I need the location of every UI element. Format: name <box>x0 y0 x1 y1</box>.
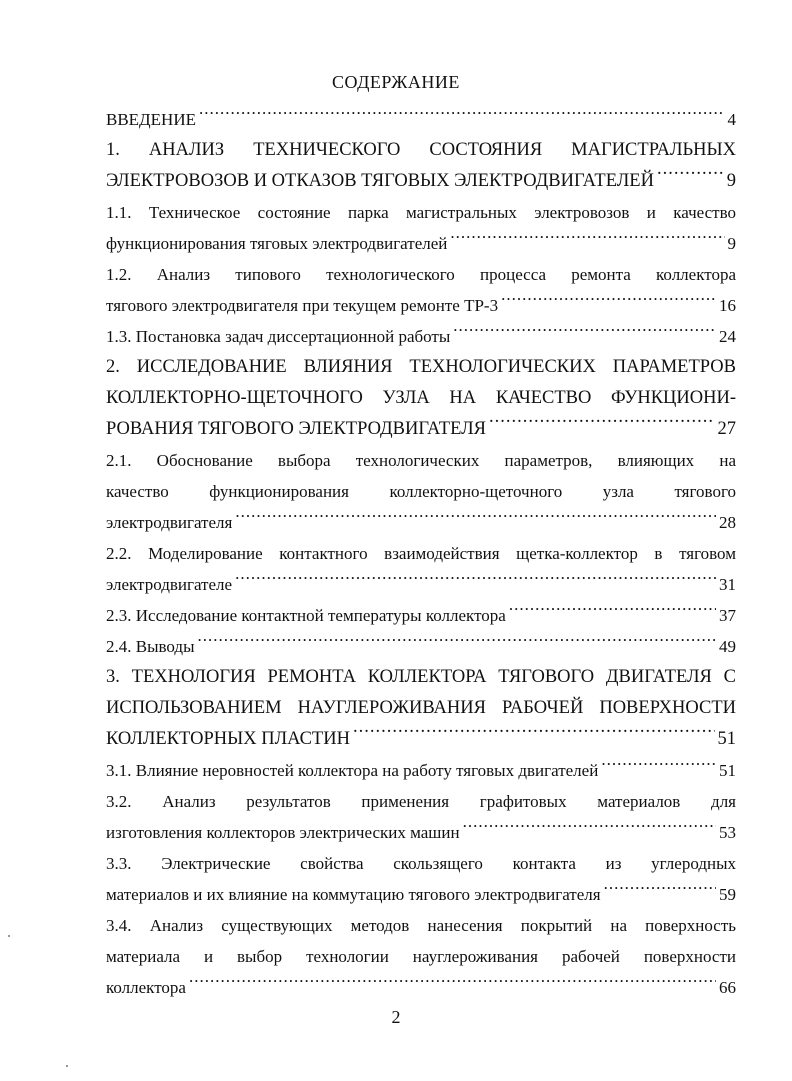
toc-entry-final-line <box>106 228 736 259</box>
toc-entry-title: изготовления коллекторов электрических машин <box>106 823 460 842</box>
toc-entry-final-line <box>106 755 736 786</box>
toc-page-number: 24 <box>719 327 736 346</box>
toc-entry-line: 1.2. Анализ типового технологического процесса ремонта коллектора <box>106 265 736 284</box>
toc-entry-title: электродвигателе <box>106 575 233 594</box>
toc-entry-line: 2.1. Обоснование выбора технологических параметров, влияющих на <box>106 451 736 470</box>
toc-entry-title: 3.1. Влияние неровностей коллектора на работу тяговых двигателей <box>106 761 599 780</box>
toc-entry-title: 2.4. Выводы <box>106 637 195 656</box>
toc-entry-final-line <box>106 724 736 755</box>
toc-entry-final-line <box>106 414 736 445</box>
dot-leader <box>657 168 724 187</box>
toc-page-number: 51 <box>719 761 736 780</box>
toc-entry-title: функционирования тяговых электродвигателей <box>106 234 448 253</box>
toc-page-number: 59 <box>719 885 736 904</box>
dot-leader <box>198 635 716 652</box>
toc-entry-title: материалов и их влияние на коммутацию тягового электродвигателя <box>106 885 601 904</box>
toc-entry-line: 3.2. Анализ результатов применения графитовых материалов для <box>106 792 736 811</box>
toc-entry[interactable] <box>106 197 736 259</box>
dot-leader <box>509 604 716 621</box>
toc-entry[interactable] <box>106 755 736 786</box>
toc-page-number: 31 <box>719 575 736 594</box>
toc-entry-final-line <box>106 817 736 848</box>
dot-leader <box>199 108 725 125</box>
scan-speck <box>8 935 10 937</box>
toc-entry-line: материала и выбор технологии науглероживания рабочей поверхности <box>106 947 736 966</box>
dot-leader <box>450 232 724 249</box>
toc-entry[interactable] <box>106 321 736 352</box>
toc-entry-line: 2. ИССЛЕДОВАНИЕ ВЛИЯНИЯ ТЕХНОЛОГИЧЕСКИХ ПАРАМЕТРОВ <box>106 357 736 377</box>
toc-entry-final-line <box>106 600 736 631</box>
toc-entry-final-line <box>106 290 736 321</box>
toc-entry-title: ЭЛЕКТРОВОЗОВ И ОТКАЗОВ ТЯГОВЫХ ЭЛЕКТРОДВИГАТЕЛЕЙ <box>106 171 654 191</box>
toc-entry-final-line <box>106 321 736 352</box>
dot-leader <box>463 821 716 838</box>
toc-entry-line: 3. ТЕХНОЛОГИЯ РЕМОНТА КОЛЛЕКТОРА ТЯГОВОГО ДВИГАТЕЛЯ С <box>106 667 736 687</box>
toc-entry[interactable] <box>106 631 736 662</box>
dot-leader <box>353 726 715 745</box>
toc-entry-title: тягового электродвигателя при текущем ремонте ТР-3 <box>106 296 499 315</box>
toc-page-number: 16 <box>719 296 736 315</box>
toc-page-number: 4 <box>727 110 736 129</box>
dot-leader <box>189 976 716 993</box>
scan-speck <box>66 1065 68 1067</box>
dot-leader <box>601 759 716 776</box>
toc-page-number: 49 <box>719 637 736 656</box>
toc-page-number: 9 <box>727 234 736 253</box>
toc-entry-line: 3.4. Анализ существующих методов нанесения покрытий на поверхность <box>106 916 736 935</box>
toc-entry-final-line <box>106 879 736 910</box>
toc-page-number: 51 <box>717 729 736 749</box>
toc-entry[interactable] <box>106 259 736 321</box>
toc-entry-line: 1.1. Техническое состояние парка магистральных электровозов и качество <box>106 203 736 222</box>
toc-page-number: 28 <box>719 513 736 532</box>
table-of-contents <box>106 104 736 1003</box>
toc-entry-title: РОВАНИЯ ТЯГОВОГО ЭЛЕКТРОДВИГАТЕЛЯ <box>106 419 487 439</box>
toc-entry-title: 1.3. Постановка задач диссертационной работы <box>106 327 451 346</box>
toc-entry-line: 2.2. Моделирование контактного взаимодействия щетка-коллектор в тяговом <box>106 544 736 563</box>
dot-leader <box>235 511 716 528</box>
toc-entry[interactable] <box>106 786 736 848</box>
toc-page-number: 66 <box>719 978 736 997</box>
toc-entry[interactable] <box>106 600 736 631</box>
dot-leader <box>453 325 716 342</box>
toc-entry[interactable] <box>106 104 736 135</box>
toc-entry[interactable] <box>106 135 736 197</box>
toc-entry[interactable] <box>106 352 736 445</box>
toc-entry-title: КОЛЛЕКТОРНЫХ ПЛАСТИН <box>106 729 350 749</box>
toc-entry[interactable] <box>106 538 736 600</box>
toc-entry-title: 2.3. Исследование контактной температуры коллектора <box>106 606 506 625</box>
toc-page-number: 27 <box>717 419 736 439</box>
toc-entry-final-line <box>106 104 736 135</box>
toc-page-number: 53 <box>719 823 736 842</box>
toc-entry[interactable] <box>106 662 736 755</box>
toc-entry-final-line <box>106 507 736 538</box>
dot-leader <box>235 573 716 590</box>
dot-leader <box>489 416 714 435</box>
toc-page-number: 37 <box>719 606 736 625</box>
toc-entry-title: электродвигателя <box>106 513 233 532</box>
toc-entry-final-line <box>106 631 736 662</box>
toc-page-number: 9 <box>726 171 736 191</box>
page-number: 2 <box>391 1007 401 1027</box>
toc-entry-line: ИСПОЛЬЗОВАНИЕМ НАУГЛЕРОЖИВАНИЯ РАБОЧЕЙ ПОВЕРХНОСТИ <box>106 698 736 718</box>
toc-entry-line: качество функционирования коллекторно-щеточного узла тягового <box>106 482 736 501</box>
toc-entry-line: 1. АНАЛИЗ ТЕХНИЧЕСКОГО СОСТОЯНИЯ МАГИСТРАЛЬНЫХ <box>106 140 736 160</box>
toc-entry-final-line <box>106 972 736 1003</box>
toc-entry-final-line <box>106 569 736 600</box>
toc-entry-final-line <box>106 166 736 197</box>
toc-entry[interactable] <box>106 445 736 538</box>
toc-entry-line: КОЛЛЕКТОРНО-ЩЕТОЧНОГО УЗЛА НА КАЧЕСТВО ФУНКЦИОНИ- <box>106 388 736 408</box>
page-title: СОДЕРЖАНИЕ <box>332 72 460 92</box>
toc-entry-title: ВВЕДЕНИЕ <box>106 110 196 129</box>
toc-entry-line: 3.3. Электрические свойства скользящего контакта из углеродных <box>106 854 736 873</box>
dot-leader <box>501 294 716 311</box>
toc-entry[interactable] <box>106 848 736 910</box>
dot-leader <box>604 883 716 900</box>
toc-entry[interactable] <box>106 910 736 1003</box>
toc-entry-title: коллектора <box>106 978 186 997</box>
